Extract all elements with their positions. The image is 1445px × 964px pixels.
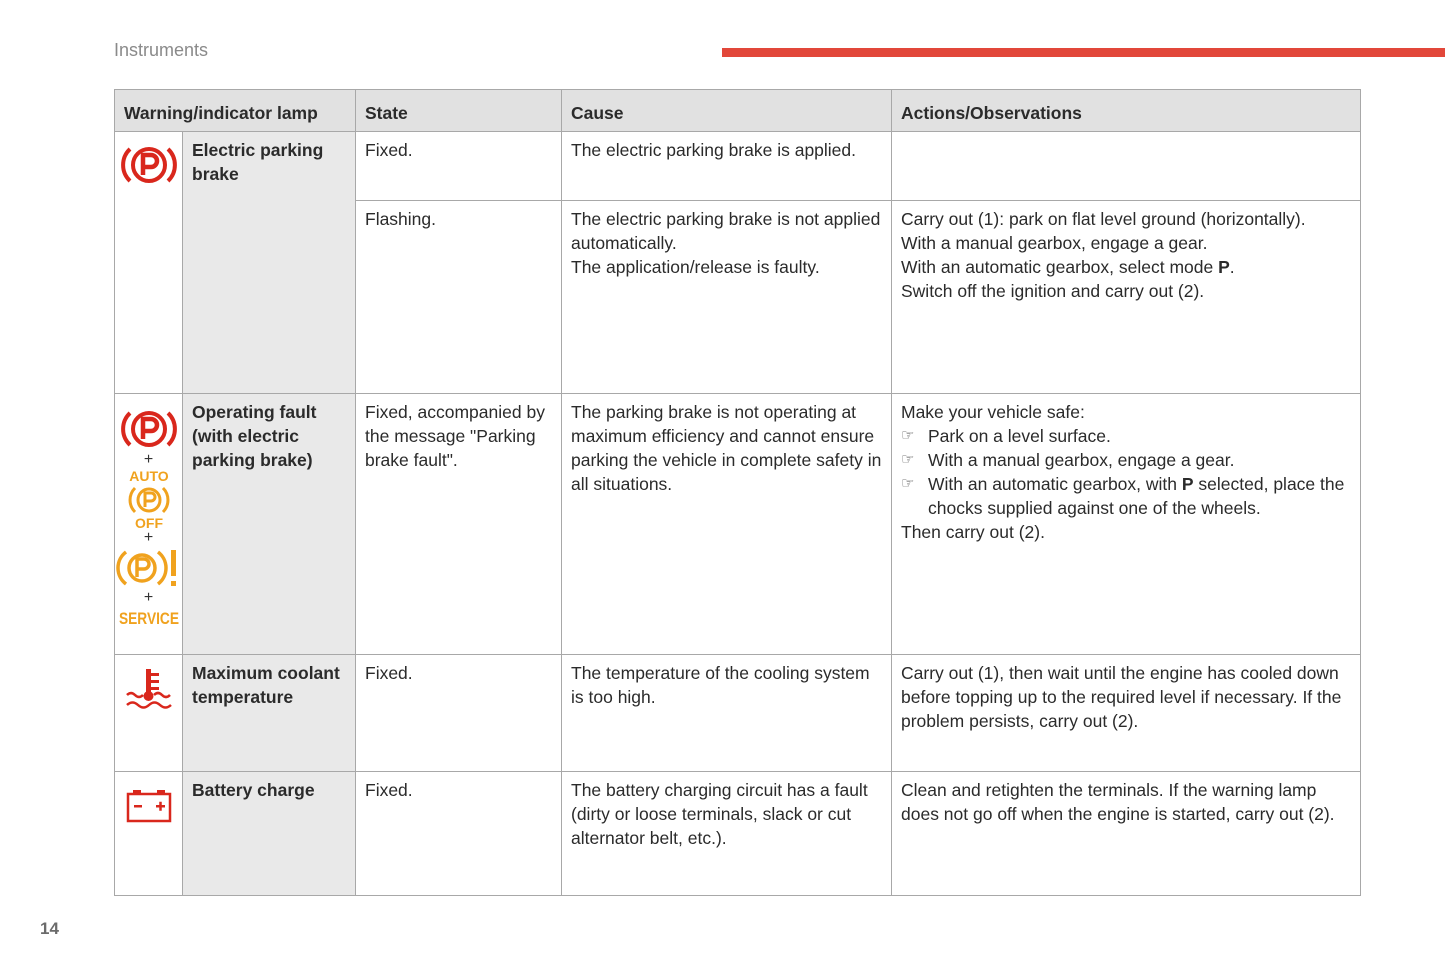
- section-title: Instruments: [114, 40, 209, 60]
- plus-sign: +: [143, 451, 154, 468]
- cause-cell: The parking brake is not operating at maximum efficiency and cannot ensure parking the vehicle in complete safety in all situations.: [562, 394, 892, 655]
- plus-sign: +: [143, 529, 154, 546]
- state-fixed-with-message: Fixed, accompanied by the message "Parking brake fault".: [356, 394, 562, 655]
- lamp-icon-cell: [115, 394, 183, 655]
- off-label: OFF: [134, 515, 163, 531]
- cause-line: The application/release is faulty.: [571, 257, 820, 277]
- parking-brake-red-icon: [120, 142, 178, 188]
- action-text: .: [1229, 257, 1235, 277]
- actions-cell: Clean and retighten the terminals. If the warning lamp does not go off when the engine is started, carry out (2).: [892, 772, 1361, 896]
- lamp-icon-cell: [115, 132, 183, 394]
- mode-p-label: P: [1181, 474, 1194, 494]
- action-bullet-list: [901, 424, 1351, 520]
- cause-cell: The electric parking brake is applied.: [562, 132, 892, 201]
- warning-lamps-table: [114, 89, 1361, 896]
- header-actions: Actions/Observations: [892, 90, 1361, 132]
- action-text: With an automatic gearbox, select mode: [901, 257, 1219, 277]
- table-row: [115, 394, 1361, 655]
- action-intro: Make your vehicle safe:: [901, 402, 1085, 422]
- lamp-name-operating-fault: Operating fault (with electric parking brake): [183, 394, 356, 655]
- lamp-icon-cell: [115, 655, 183, 772]
- list-item: [901, 472, 1351, 520]
- page-number: 14: [40, 919, 59, 938]
- list-item: ☞ Park on a level surface.: [901, 424, 1351, 448]
- parking-brake-warning-icon: [116, 546, 182, 590]
- lamp-name-electric-parking-brake: Electric parking brake: [183, 132, 356, 394]
- table-header-row: [115, 90, 1361, 132]
- cause-cell: [562, 201, 892, 394]
- header-state: State: [356, 90, 562, 132]
- auto-p-off-icon: [120, 468, 178, 530]
- lamp-icon-cell: [115, 772, 183, 896]
- state-fixed: Fixed.: [356, 772, 562, 896]
- header-warning-lamp: Warning/indicator lamp: [115, 90, 356, 132]
- header-cause: Cause: [562, 90, 892, 132]
- actions-cell: [892, 201, 1361, 394]
- state-flashing: Flashing.: [356, 201, 562, 394]
- mode-p-label: P: [1218, 257, 1230, 277]
- service-label: SERVICE: [118, 609, 179, 628]
- coolant-temperature-icon: [124, 667, 174, 711]
- lamp-name-coolant: Maximum coolant temperature: [183, 655, 356, 772]
- action-line: With a manual gearbox, engage a gear.: [901, 233, 1208, 253]
- plus-sign: +: [143, 589, 154, 606]
- header-accent-bar: [722, 48, 1445, 57]
- action-line: Switch off the ignition and carry out (2).: [901, 281, 1205, 301]
- state-fixed: Fixed.: [356, 655, 562, 772]
- action-outro: Then carry out (2).: [901, 522, 1045, 542]
- cause-cell: The temperature of the cooling system is too high.: [562, 655, 892, 772]
- state-fixed: Fixed.: [356, 132, 562, 201]
- actions-cell: [892, 132, 1361, 201]
- table-row: [115, 655, 1361, 772]
- service-icon: [116, 606, 182, 628]
- actions-cell: [892, 394, 1361, 655]
- list-item: ☞ With a manual gearbox, engage a gear.: [901, 448, 1351, 472]
- table-row: [115, 132, 1361, 201]
- bullet-text: With an automatic gearbox, with: [928, 474, 1182, 494]
- bullet-text: selected, place the chocks supplied against one of the wheels.: [928, 474, 1345, 518]
- parking-brake-red-icon: [120, 406, 178, 452]
- cause-line: The electric parking brake is not applied automatically.: [571, 209, 881, 253]
- battery-icon: [125, 788, 173, 824]
- actions-cell: Carry out (1), then wait until the engine has cooled down before topping up to the required level if necessary. If the problem persists, carry out (2).: [892, 655, 1361, 772]
- table-row: [115, 772, 1361, 896]
- auto-label: AUTO: [128, 468, 169, 484]
- action-line: Carry out (1): park on flat level ground (horizontally).: [901, 209, 1306, 229]
- action-line: [901, 255, 1351, 279]
- cause-cell: The battery charging circuit has a fault (dirty or loose terminals, slack or cut alternator belt, etc.).: [562, 772, 892, 896]
- lamp-name-battery: Battery charge: [183, 772, 356, 896]
